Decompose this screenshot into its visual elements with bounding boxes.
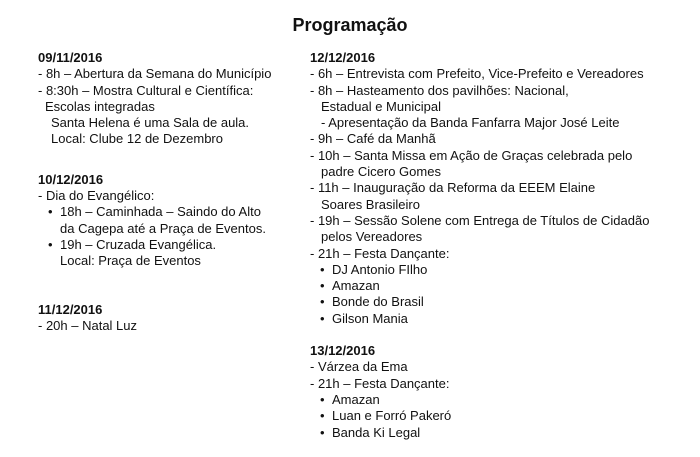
date-heading: 10/12/2016 [38, 171, 104, 187]
event-line: - 8:30h – Mostra Cultural e Científica: [38, 82, 254, 98]
event-line: pelos Vereadores [321, 229, 423, 245]
day-10-12 [38, 172, 308, 270]
event-line: - Dia do Evangélico: [38, 188, 155, 204]
event-line: - 20h – Natal Luz [38, 317, 138, 333]
performer-name: Luan e Forró Pakeró [332, 408, 452, 424]
event-line: Local: Praça de Eventos [60, 253, 201, 269]
bullet-item [310, 408, 690, 424]
date-heading: 09/11/2016 [38, 50, 103, 65]
event-line: - Apresentação da Banda Fanfarra Major José Leite [321, 115, 620, 131]
bullet-item [310, 311, 690, 327]
date-heading: 11/12/2016 [38, 301, 103, 317]
performer-name: Gilson Mania [332, 310, 408, 326]
event-line: da Cagepa até a Praça de Eventos. [60, 220, 266, 236]
bullet-icon: • [320, 408, 325, 424]
event-line: 19h – Cruzada Evangélica. [60, 236, 217, 252]
bullet-item [310, 294, 690, 310]
performer-name: Amazan [332, 391, 380, 407]
event-line: - 6h – Entrevista com Prefeito, Vice-Prefeito e Vereadores [310, 66, 644, 82]
bullet-icon: • [320, 424, 325, 440]
date-heading: 12/12/2016 [310, 50, 376, 65]
day-13-12 [310, 343, 690, 441]
event-line: Escolas integradas [45, 98, 155, 114]
day-09-11 [38, 50, 308, 148]
day-11-12 [38, 302, 308, 335]
day-12-12 [310, 50, 690, 327]
bullet-item [310, 392, 690, 408]
bullet-icon: • [320, 294, 325, 310]
performer-name: DJ Antonio FIlho [332, 261, 428, 277]
event-line: - 11h – Inauguração da Reforma da EEEM Elaine [310, 180, 596, 196]
bullet-icon: • [320, 391, 325, 407]
event-line: - 19h – Sessão Solene com Entrega de Títulos de Cidadão [310, 212, 650, 228]
event-line: - 21h – Festa Dançante: [310, 375, 450, 391]
performer-name: Bonde do Brasil [332, 294, 424, 310]
event-line: - Várzea da Ema [310, 359, 408, 375]
bullet-icon: • [320, 310, 325, 326]
event-line: - 9h – Café da Manhã [310, 131, 436, 147]
performer-name: Banda Ki Legal [332, 424, 421, 440]
event-line: - 8h – Hasteamento dos pavilhões: Nacional, [310, 82, 569, 98]
event-line: 18h – Caminhada – Saindo do Alto [60, 204, 261, 220]
page-title: Programação [292, 15, 408, 35]
bullet-icon: • [320, 261, 325, 277]
event-line: Local: Clube 12 de Dezembro [51, 131, 223, 147]
bullet-icon: • [320, 278, 325, 294]
event-line: - 10h – Santa Missa em Ação de Graças celebrada pelo [310, 147, 633, 163]
bullet-icon: • [48, 204, 53, 220]
date-heading: 13/12/2016 [310, 343, 376, 359]
event-line: Soares Brasileiro [321, 196, 420, 212]
event-line: Estadual e Municipal [321, 98, 441, 114]
bullet-icon: • [48, 236, 53, 252]
event-line: padre Cicero Gomes [321, 164, 441, 180]
bullet-item [310, 262, 690, 278]
right-column [310, 50, 690, 441]
bullet-item [38, 204, 308, 220]
performer-name: Amazan [332, 278, 380, 294]
event-line: - 21h – Festa Dançante: [310, 245, 450, 261]
bullet-item [310, 425, 690, 441]
event-line: - 8h – Abertura da Semana do Município [38, 66, 272, 82]
bullet-item [310, 278, 690, 294]
bullet-item [38, 237, 308, 253]
left-column [38, 50, 308, 334]
event-line: Santa Helena é uma Sala de aula. [51, 115, 250, 131]
